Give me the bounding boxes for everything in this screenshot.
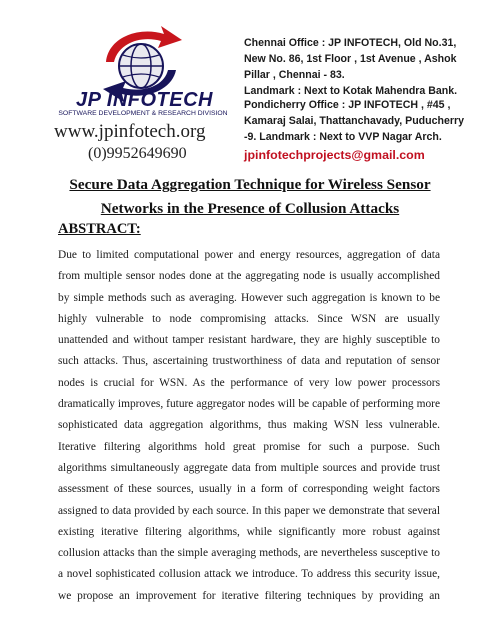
pondicherry-office-address <box>244 97 484 145</box>
abstract-line: a novel sophisticated collusion attack we introduce. To address this security issue, <box>58 568 440 581</box>
abstract-line: dramatically improves, future aggregator nodes will be capable of performing more <box>58 398 440 411</box>
chennai-office-address <box>244 35 484 99</box>
title-line: Networks in the Presence of Collusion Attacks <box>100 200 400 217</box>
address-line: Kamaraj Salai, Thattanchavady, Puducherry <box>244 115 465 127</box>
brand-tagline: SOFTWARE DEVELOPMENT & RESEARCH DIVISION <box>58 110 228 117</box>
website-link[interactable]: www.jpinfotech.org <box>54 121 206 142</box>
abstract-line: sophisticated data aggregation algorithms, thus making WSN less vulnerable. <box>58 419 440 432</box>
document-title <box>30 173 470 221</box>
abstract-line: assigned to data provided by each source. In this paper we demonstrate that several <box>58 504 440 517</box>
abstract-line: such attacks. Thus, ascertaining trustworthiness of data and reputation of sensor <box>58 355 440 368</box>
letterhead <box>0 0 495 170</box>
phone-number: (0)9952649690 <box>88 145 187 162</box>
address-line: Landmark : Next to Kotak Mahendra Bank. <box>244 85 458 97</box>
abstract-body <box>58 245 440 607</box>
abstract-line: Due to limited computational power and energy resources, aggregation of data <box>58 249 440 261</box>
abstract-heading: ABSTRACT: <box>58 221 141 237</box>
abstract-line: assessment of these sources, usually in a form of corresponding weight factors <box>58 483 440 496</box>
abstract-line: existing iterative filtering algorithms, while significantly more robust against <box>58 525 440 538</box>
abstract-line: Iterative filtering algorithms hold great promise for such a purpose. Such <box>58 440 440 453</box>
address-line: Pillar , Chennai - 83. <box>244 69 345 81</box>
brand-name: JP INFOTECH <box>76 89 213 111</box>
abstract-line: we propose an improvement for iterative filtering techniques by providing an <box>58 589 440 602</box>
abstract-line: unattended and without tamper resistant hardware, they are highly susceptible to <box>58 334 440 347</box>
address-line: Pondicherry Office : JP INFOTECH , #45 , <box>244 99 451 111</box>
abstract-line: by simple methods such as averaging. However such aggregation is known to be <box>58 291 440 304</box>
abstract-line: from multiple sensor nodes done at the aggregating node is usually accomplished <box>58 270 440 283</box>
abstract-line: highly vulnerable to node compromising attacks. Since WSN are usually <box>58 312 440 325</box>
abstract-line: nodes is crucial for WSN. As the performance of very low power processors <box>58 376 440 389</box>
address-line: Chennai Office : JP INFOTECH, Old No.31, <box>244 37 457 49</box>
abstract-line: algorithms simultaneously aggregate data from multiple sources and provide trust <box>58 461 440 474</box>
title-line: Secure Data Aggregation Technique for Wireless Sensor <box>69 176 431 193</box>
abstract-line: collusion attacks than the simple averaging methods, are nevertheless susceptive to <box>58 547 440 560</box>
address-line: New No. 86, 1st Floor , 1st Avenue , Ashok <box>244 53 457 65</box>
address-line: -9. Landmark : Next to VVP Nagar Arch. <box>244 131 442 143</box>
email-link[interactable]: jpinfotechprojects@gmail.com <box>244 148 425 162</box>
